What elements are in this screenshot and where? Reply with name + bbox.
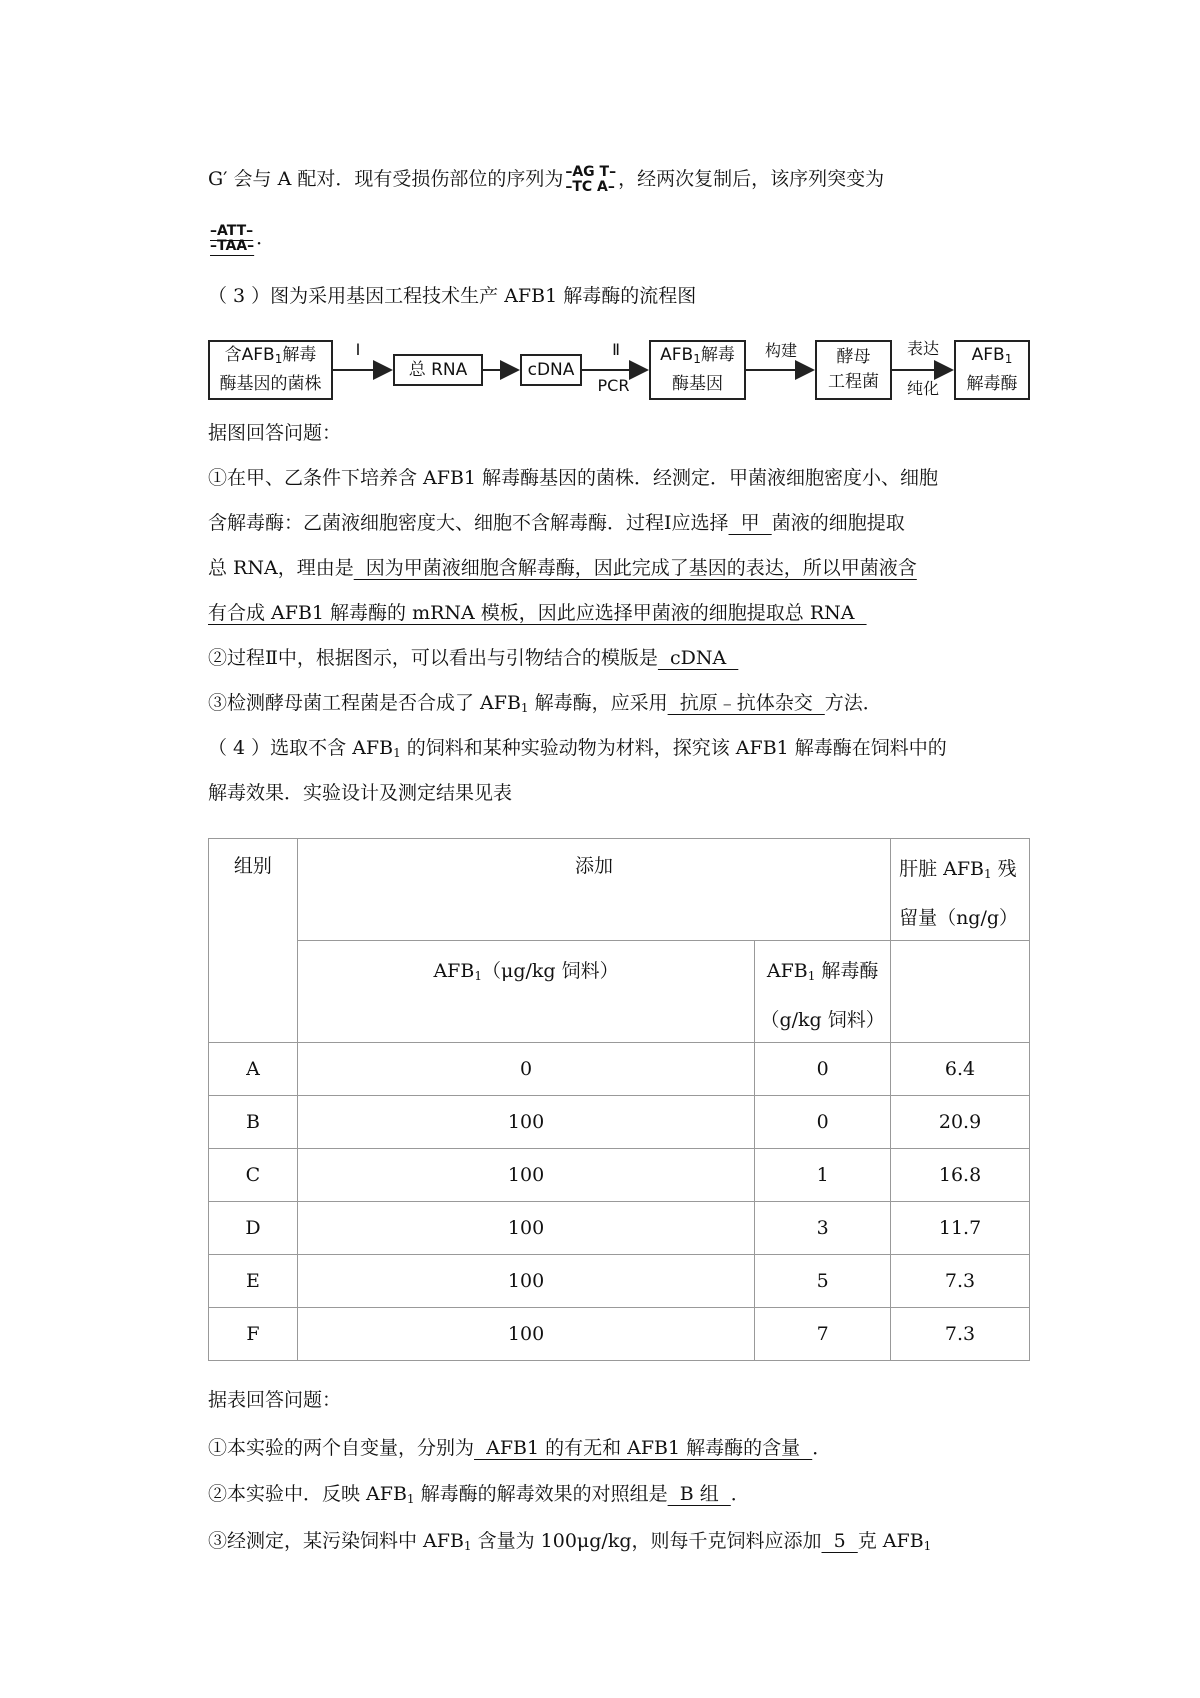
text-line [208,734,947,767]
text-segment: 解毒酶，应采用 [528,692,668,714]
answer-dna-sequence [210,224,254,254]
text-segment: （ 4 ）选取不含 AFB [208,737,394,759]
text-segment: 含解毒酶：乙菌液细胞密度大、细胞不含解毒酶．过程Ⅰ应选择 [208,512,729,534]
subscript: 1 [807,969,816,983]
box-text: 解毒 [700,345,735,365]
answer-blank: AFB1 的有无和 AFB1 解毒酶的含量 [474,1437,813,1459]
text-segment: G′ 会与 A 配对．现有受损伤部位的序列为 [208,168,564,190]
answer-blank: cDNA [657,647,739,669]
text-segment: 方法． [824,692,882,714]
header-text: 留量（ng/g） [899,907,1019,929]
header-text: 肝脏 AFB [899,858,984,880]
header-afb [297,941,754,1043]
table-body [209,1043,1030,1361]
text-segment: ③检测酵母菌工程菌是否合成了 AFB [208,692,521,714]
cell-afb: 100 [297,1255,754,1308]
dna-sequence [565,165,616,195]
text-segment: ②本实验中．反映 AFB [208,1483,407,1505]
subscript: 1 [474,969,482,983]
text-line [208,1434,831,1462]
flow-box-cdna: cDNA [520,354,582,386]
header-group: 组别 [209,839,298,1043]
subscript: 1 [406,1492,415,1506]
header-residue [891,839,1030,941]
cell-enzyme: 1 [755,1149,891,1202]
flow-box-total-rna: 总 RNA [393,354,483,386]
header-text: （μg/kg 饲料） [481,960,619,982]
text-segment: ③经测定，某污染饲料中 AFB [208,1530,464,1552]
flow-box-gene [649,340,746,400]
section-intro: 据表回答问题： [208,1389,342,1411]
arrow-label-i: Ⅰ [355,340,361,359]
text-segment: ． [256,227,276,249]
cell-residue: 7.3 [891,1308,1030,1361]
text-segment: 含量为 100μg/kg，则每千克饲料应添加 [471,1530,822,1552]
table-row [209,1096,1030,1149]
cell-afb: 100 [297,1202,754,1255]
arrow-label-purify: 纯化 [906,379,939,398]
cell-enzyme: 7 [755,1308,891,1361]
flow-box-yeast [815,340,892,400]
answer-blank: 甲 [728,512,772,534]
subscript: 1 [520,701,529,715]
text-segment: 总 RNA，理由是 [208,557,354,579]
header-empty [891,941,1030,1043]
text-line [208,1480,750,1513]
box-subscript: 1 [1004,352,1013,366]
header-add: 添加 [297,839,890,941]
section-intro: 据图回答问题： [208,422,342,444]
subscript: 1 [983,867,992,881]
table-row [209,1043,1030,1096]
arrow-label-pcr: PCR [597,376,630,395]
flow-box-strain [208,340,333,400]
header-text: AFB [766,960,808,982]
box-text: AFB [660,345,694,365]
cell-enzyme: 0 [755,1096,891,1149]
text-segment: ． [812,1437,832,1459]
cell-group: A [209,1043,298,1096]
arrow-label-ii: Ⅱ [612,340,620,359]
text-segment: 的饲料和某种实验动物为材料，探究该 AFB1 解毒酶在饲料中的 [400,737,947,759]
arrow-label-construct: 构建 [764,341,797,360]
text-segment: ，经两次复制后，该序列突变为 [618,168,885,190]
cell-afb: 100 [297,1096,754,1149]
flowchart [208,334,1030,404]
text-segment: 解毒酶的解毒效果的对照组是 [414,1483,668,1505]
cell-enzyme: 0 [755,1043,891,1096]
cell-afb: 0 [297,1043,754,1096]
box-text: 酶基因的菌株 [219,374,322,394]
box-text: 酵母 [836,347,871,367]
header-text: 解毒酶 [815,960,879,982]
text-segment: ①本实验的两个自变量，分别为 [208,1437,475,1459]
arrow-label-express: 表达 [906,339,939,358]
cell-group: B [209,1096,298,1149]
table-row [209,1202,1030,1255]
header-enzyme [755,941,891,1043]
answer-blank: 抗原﹣抗体杂交 [667,692,825,714]
header-text: （g/kg 饲料） [760,1009,885,1031]
box-text: 酶基因 [672,374,723,394]
table-subheader-row [209,941,1030,1043]
cell-residue: 11.7 [891,1202,1030,1255]
cell-group: E [209,1255,298,1308]
cell-residue: 20.9 [891,1096,1030,1149]
answer-blank: 5 [821,1530,858,1552]
header-text: AFB [433,960,475,982]
flow-box-enzyme [954,340,1030,400]
cell-group: F [209,1308,298,1361]
box-text: 解毒酶 [966,374,1018,394]
text-line [208,1527,931,1560]
cell-group: D [209,1202,298,1255]
answer-blank: 有合成 AFB1 解毒酶的 mRNA 模板，因此应选择甲菌液的细胞提取总 RNA [208,602,867,624]
answer-blank: B 组 [667,1483,731,1505]
text-line [208,224,275,254]
subscript: 1 [463,1539,472,1553]
cell-enzyme: 3 [755,1202,891,1255]
subscript: 1 [923,1539,932,1553]
text-line [208,165,884,195]
text-segment: ②过程Ⅱ中，根据图示，可以看出与引物结合的模版是 [208,647,658,669]
cell-residue: 6.4 [891,1043,1030,1096]
answer-blank: 因为甲菌液细胞含解毒酶，因此完成了基因的表达，所以甲菌液含 [353,557,917,579]
box-subscript: 1 [693,352,701,366]
text-line: ①在甲、乙条件下培养含 AFB1 解毒酶基因的菌株．经测定．甲菌液细胞密度小、细胞 [208,467,939,489]
text-line [208,644,738,672]
header-text: 残 [991,858,1017,880]
box-text: 工程菌 [828,372,879,392]
text-line [208,509,905,537]
seq-bottom-strand: –TAA– [210,238,255,254]
cell-residue: 16.8 [891,1149,1030,1202]
seq-top-strand: –ATT– [210,223,254,239]
text-segment: 菌液的细胞提取 [771,512,905,534]
cell-group: C [209,1149,298,1202]
box-text: 解毒 [282,345,317,365]
table-row [209,1149,1030,1202]
text-segment: ． [730,1483,750,1505]
text-line [208,554,917,582]
box-text: AFB [971,345,1005,365]
table-row [209,1255,1030,1308]
box-text: 含AFB [224,345,275,365]
table-row [209,1308,1030,1361]
cell-residue: 7.3 [891,1255,1030,1308]
cell-afb: 100 [297,1308,754,1361]
subscript: 1 [393,746,401,760]
cell-enzyme: 5 [755,1255,891,1308]
results-table [208,838,1030,1361]
seq-top-strand: –AG T– [565,164,617,180]
table-header-row [209,839,1030,941]
text-segment: 克 AFB [857,1530,924,1552]
seq-bottom-strand: –TC A– [565,179,615,195]
cell-afb: 100 [297,1149,754,1202]
text-line [208,689,882,722]
text-line [208,599,867,627]
text-line: 解毒效果．实验设计及测定结果见表 [208,782,513,804]
question-heading: （ 3 ）图为采用基因工程技术生产 AFB1 解毒酶的流程图 [208,285,697,307]
box-subscript: 1 [274,352,283,366]
